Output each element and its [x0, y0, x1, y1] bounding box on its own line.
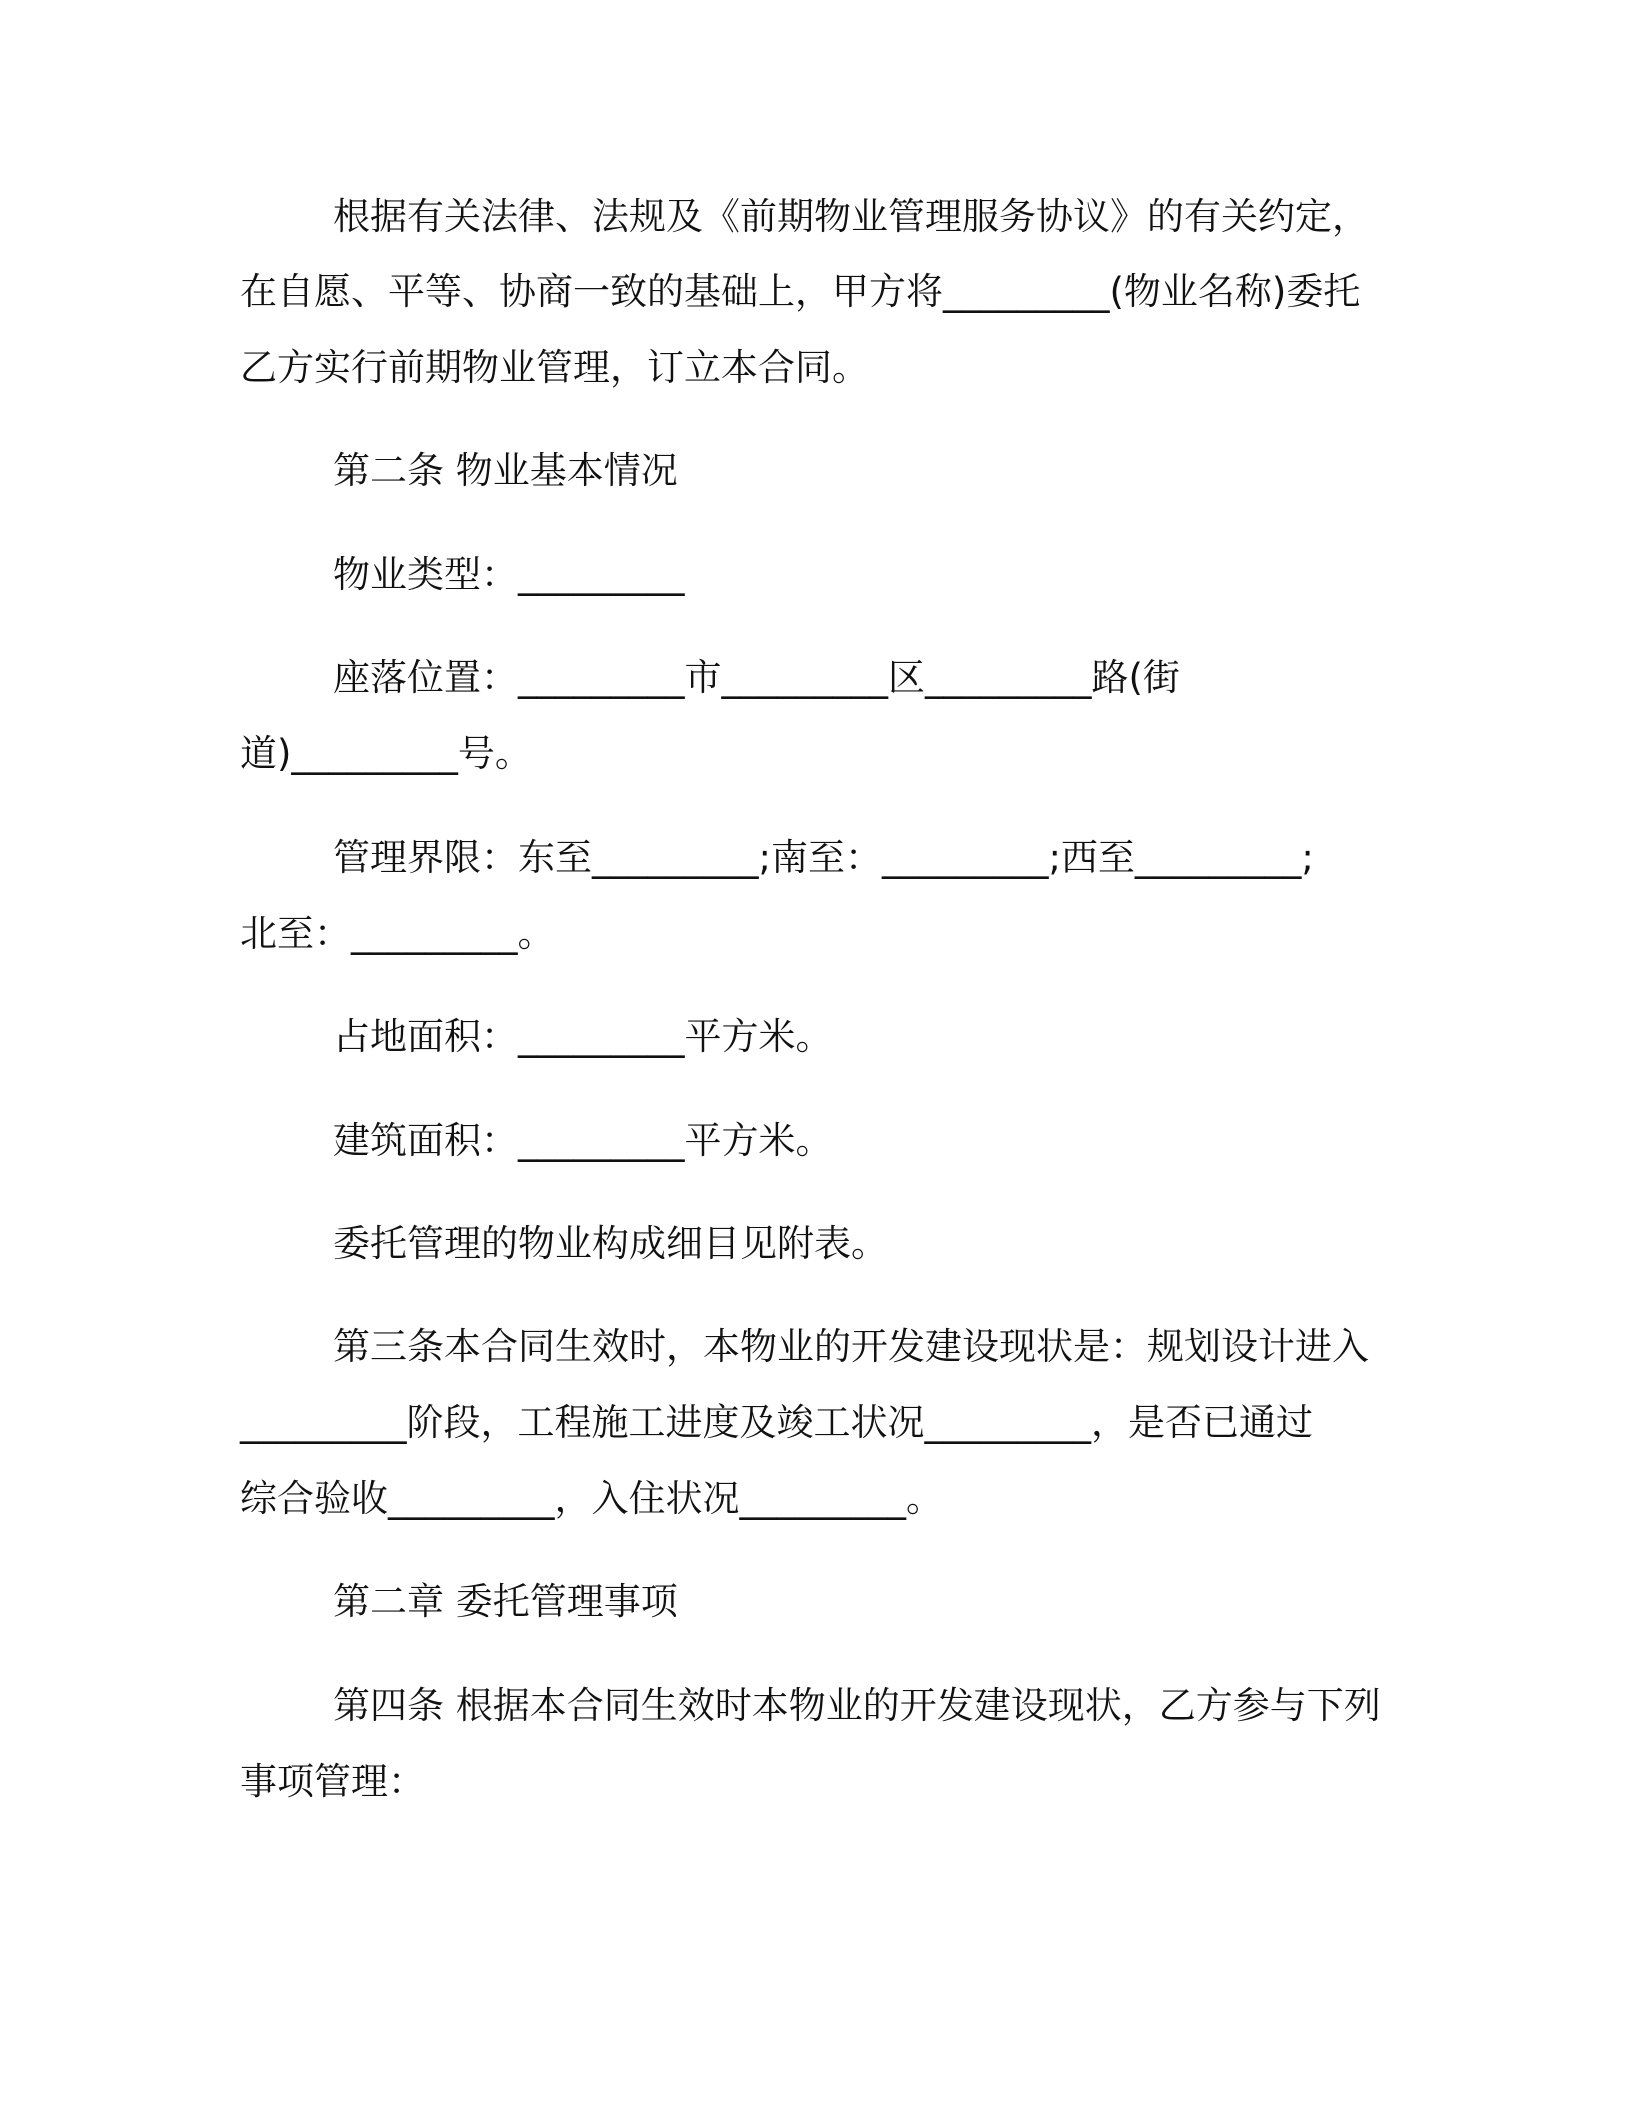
appendix-note-line: 委托管理的物业构成细目见附表。	[333, 1222, 888, 1265]
boundary-line-1: 管理界限：东至_________;南至：_________;西至_________;	[333, 836, 1314, 879]
article-2-heading: 第二条 物业基本情况	[333, 449, 678, 492]
land-area-line: 占地面积：_________平方米。	[333, 1015, 833, 1058]
article-3-line-3: 综合验收_________，入住状况_________。	[240, 1477, 943, 1520]
article-4-line-2: 事项管理：	[240, 1760, 425, 1803]
article-3-line-1: 第三条本合同生效时，本物业的开发建设现状是：规划设计进入	[333, 1325, 1369, 1368]
article-4-line-1: 第四条 根据本合同生效时本物业的开发建设现状，乙方参与下列	[333, 1684, 1381, 1727]
paragraph-intro-line-1: 根据有关法律、法规及《前期物业管理服务协议》的有关约定，	[333, 195, 1369, 238]
building-area-line: 建筑面积：_________平方米。	[333, 1119, 833, 1162]
paragraph-intro-line-2: 在自愿、平等、协商一致的基础上，甲方将_________(物业名称)委托	[240, 270, 1361, 313]
location-line-1: 座落位置：_________市_________区_________路(街	[333, 656, 1180, 699]
boundary-line-2: 北至：_________。	[240, 912, 555, 955]
location-line-2: 道)_________号。	[240, 732, 532, 775]
paragraph-intro-line-3: 乙方实行前期物业管理，订立本合同。	[240, 346, 869, 389]
chapter-2-heading: 第二章 委托管理事项	[333, 1580, 678, 1623]
property-type-line: 物业类型：_________	[333, 553, 685, 596]
article-3-line-2: _________阶段，工程施工进度及竣工状况_________，是否已通过	[240, 1401, 1313, 1444]
